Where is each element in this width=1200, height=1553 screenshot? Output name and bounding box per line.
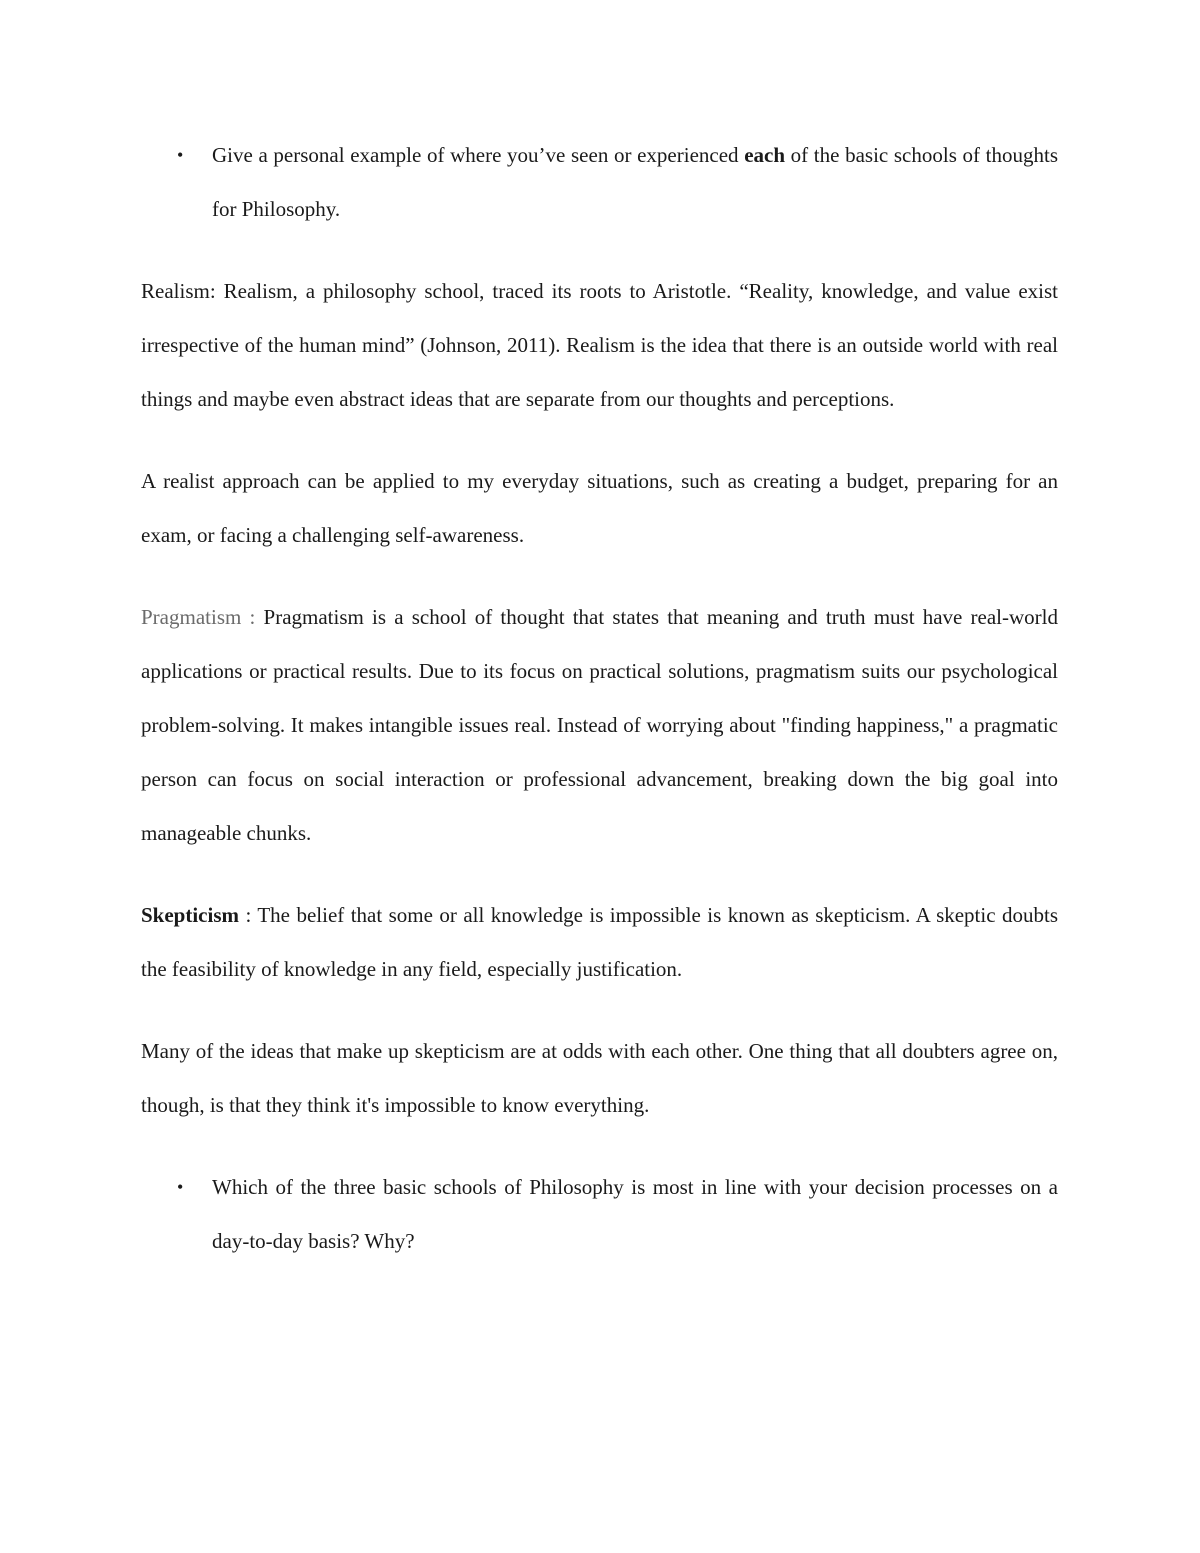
pragmatism-paragraph [141, 590, 1058, 860]
document-body [141, 128, 1058, 1268]
question-2-bullet-item [141, 1160, 1058, 1268]
realism-paragraph: Realism: Realism, a philosophy school, traced its roots to Aristotle. “Reality, knowledge, and value exist irrespective of the human mind” (Johnson, 2011). Realism is the idea that there is an outside world with real things and maybe even abstract ideas that are separate from our thoughts and perceptions. [141, 279, 1058, 411]
pragmatism-text: Pragmatism is a school of thought that states that meaning and truth must have real-world applications or practical results. Due to its focus on practical solutions, pragmatism suits our psychological problem-solving. It makes intangible issues real. Instead of worrying about "finding happiness," a pragmatic person can focus on social interaction or professional advancement, breaking down the big goal into manageable chunks. [141, 605, 1058, 845]
question-1-text-post: of the basic schools of thoughts for Philosophy. [212, 143, 1058, 221]
skepticism-label: Skepticism [141, 903, 240, 927]
question-1-emphasis: each [744, 143, 786, 167]
question-2-text: Which of the three basic schools of Philosophy is most in line with your decision processes on a day-to-day basis? Why? [212, 1175, 1058, 1253]
realist-approach-paragraph: A realist approach can be applied to my everyday situations, such as creating a budget, preparing for an exam, or facing a challenging self-awareness. [141, 469, 1058, 547]
question-1-bullet-item [141, 128, 1058, 236]
bullet-icon: • [177, 1177, 184, 1197]
skepticism-ideas-paragraph: Many of the ideas that make up skepticism are at odds with each other. One thing that all doubters agree on, though, is that they think it's impossible to know everything. [141, 1039, 1058, 1117]
skepticism-paragraph [141, 888, 1058, 996]
skepticism-text: : The belief that some or all knowledge is impossible is known as skepticism. A skeptic doubts the feasibility of knowledge in any field, especially justification. [141, 903, 1058, 981]
bullet-icon: • [177, 145, 184, 165]
pragmatism-label: Pragmatism : [141, 605, 256, 629]
question-1-text-pre: Give a personal example of where you’ve seen or experienced [212, 143, 745, 167]
